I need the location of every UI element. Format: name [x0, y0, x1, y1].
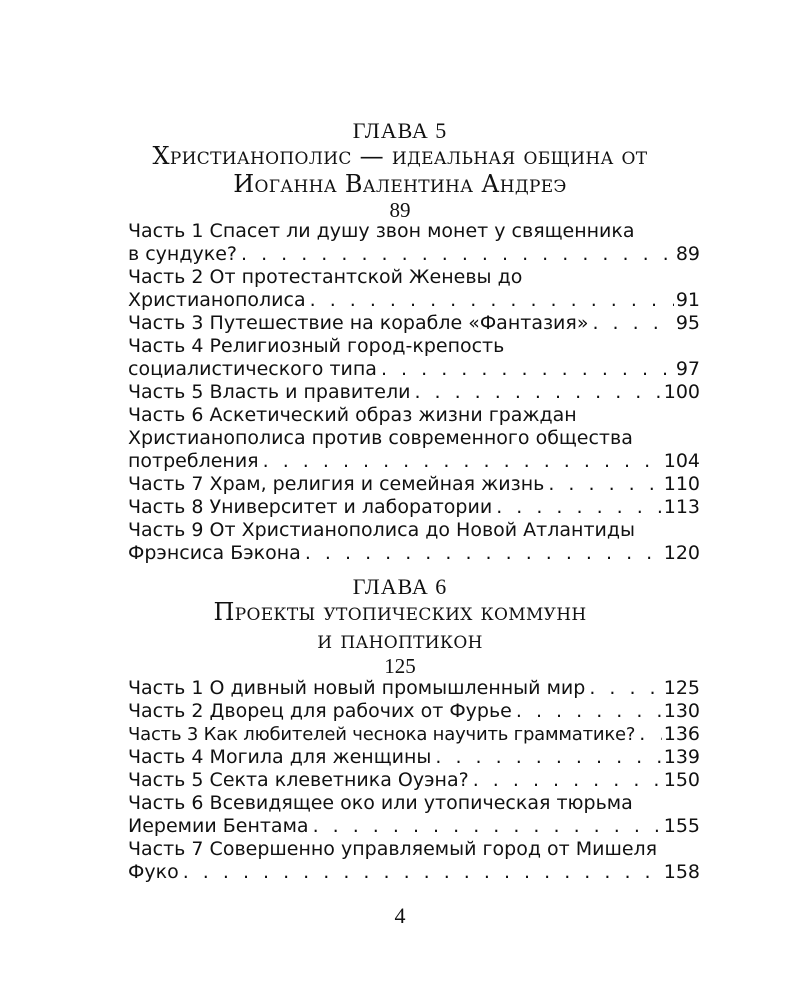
dot-leader: [381, 358, 674, 381]
toc-page-number: 100: [663, 381, 700, 403]
dot-leader: [414, 381, 661, 404]
toc-entry-text: Часть 5 Секта клеветника Оуэна?: [128, 769, 469, 791]
toc-entry[interactable]: [128, 220, 700, 266]
toc-entry-text: Часть 8 Университет и лаборатории: [128, 496, 493, 518]
chapter-5-heading: [0, 118, 800, 223]
dot-leader: [548, 473, 661, 496]
toc-page-number: 120: [663, 542, 700, 564]
chapter-6-heading: [0, 574, 800, 679]
toc-page-number: 158: [663, 861, 700, 883]
toc-entry-text: Часть 3 Путешествие на корабле «Фантазия»: [128, 312, 589, 334]
dot-leader: [183, 861, 662, 884]
toc-entry-text: Христианополиса: [128, 289, 306, 311]
toc-entry-text: Часть 5 Власть и правители: [128, 381, 411, 403]
toc-entry-text: Христианополиса против современного общества: [128, 427, 633, 449]
chapter-title-line: Проекты утопических коммунн: [213, 598, 587, 627]
chapter-title-line: Иоганна Валентина Андреэ: [233, 169, 567, 198]
toc-entry-text: Часть 1 Спасет ли душу звон монет у священника: [128, 220, 635, 242]
chapter-5-toc: [128, 220, 700, 565]
toc-entry[interactable]: [128, 838, 700, 884]
toc-entry[interactable]: [128, 404, 700, 473]
toc-entry-text: Часть 6 Всевидящее око или утопическая тюрьма: [128, 792, 633, 814]
toc-page-number: 125: [663, 677, 700, 699]
dot-leader: [310, 289, 674, 312]
toc-page-number: 95: [675, 312, 700, 334]
toc-entry-text: Часть 2 От протестантской Женевы до: [128, 266, 523, 288]
toc-page-number: 97: [675, 358, 700, 380]
page-number: 4: [394, 903, 406, 928]
toc-page-number: 89: [675, 243, 700, 265]
toc-entry[interactable]: [128, 519, 700, 565]
toc-entry[interactable]: [128, 792, 700, 838]
toc-entry[interactable]: [128, 266, 700, 312]
chapter-label: ГЛАВА 5: [352, 118, 448, 143]
toc-entry-text: Иеремии Бентама: [128, 815, 309, 837]
toc-page-number: 110: [663, 473, 700, 495]
toc-page-number: 136: [663, 723, 700, 745]
dot-leader: [473, 769, 662, 792]
toc-entry-text: социалистического типа: [128, 358, 377, 380]
toc-entry-text: Часть 3 Как любителей чеснока научить грамматике?: [128, 724, 636, 745]
dot-leader: [639, 723, 661, 746]
toc-page-number: 104: [663, 450, 700, 472]
chapter-page-number: 125: [384, 654, 416, 679]
toc-entry-text: Часть 7 Совершенно управляемый город от Мишеля: [128, 838, 658, 860]
toc-entry-text: Часть 4 Могила для женщины: [128, 746, 432, 768]
dot-leader: [435, 746, 661, 769]
toc-entry[interactable]: [128, 769, 700, 792]
dot-leader: [241, 243, 674, 266]
dot-leader: [313, 815, 662, 838]
toc-page-number: 130: [663, 700, 700, 722]
toc-entry[interactable]: [128, 677, 700, 700]
toc-page-number: 155: [663, 815, 700, 837]
toc-entry[interactable]: [128, 746, 700, 769]
chapter-page-number: 89: [389, 198, 411, 223]
toc-entry[interactable]: [128, 723, 700, 746]
chapter-6-toc: [128, 677, 700, 884]
toc-entry[interactable]: [128, 700, 700, 723]
toc-entry[interactable]: [128, 312, 700, 335]
toc-entry-text: потребления: [128, 450, 259, 472]
toc-entry-text: Часть 4 Религиозный город-крепость: [128, 335, 505, 357]
toc-page-number: 139: [663, 746, 700, 768]
toc-entry-text: Часть 1 О дивный новый промышленный мир: [128, 677, 586, 699]
toc-page-number: 150: [663, 769, 700, 791]
toc-entry-text: в сундуке?: [128, 243, 237, 265]
dot-leader: [592, 312, 673, 335]
dot-leader: [516, 700, 662, 723]
toc-entry[interactable]: [128, 381, 700, 404]
chapter-label: ГЛАВА 6: [352, 574, 448, 599]
chapter-title-line: и паноптикон: [317, 625, 483, 654]
dot-leader: [496, 496, 662, 519]
toc-entry-text: Часть 2 Дворец для рабочих от Фурье: [128, 700, 512, 722]
toc-entry-text: Часть 7 Храм, религия и семейная жизнь: [128, 473, 545, 495]
toc-entry-text: Фрэнсиса Бэкона: [128, 542, 301, 564]
toc-page-number: 91: [675, 289, 700, 311]
toc-entry-text: Часть 6 Аскетический образ жизни граждан: [128, 404, 577, 426]
toc-entry-text: Фуко: [128, 861, 179, 883]
dot-leader: [305, 542, 662, 565]
toc-page-number: 113: [663, 496, 700, 518]
dot-leader: [263, 450, 662, 473]
dot-leader: [589, 677, 661, 700]
toc-entry-text: Часть 9 От Христианополиса до Новой Атлантиды: [128, 519, 636, 541]
chapter-title-line: Христианополис — идеальная община от: [152, 142, 648, 171]
toc-entry[interactable]: [128, 335, 700, 381]
toc-entry[interactable]: [128, 473, 700, 496]
toc-entry[interactable]: [128, 496, 700, 519]
